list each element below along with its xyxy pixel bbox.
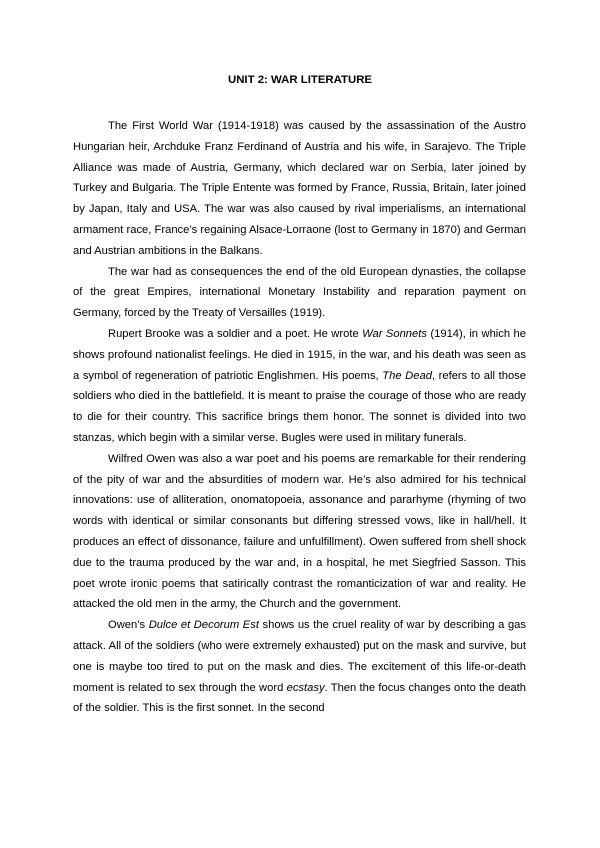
italic-title: Dulce et Decorum Est (148, 619, 259, 632)
paragraph-text: Rupert Brooke was a soldier and a poet. He wrote (108, 327, 363, 340)
body-paragraph (73, 449, 526, 615)
body-paragraph (73, 324, 526, 449)
body-paragraph (73, 116, 526, 262)
paragraph-text: The First World War (1914-1918) was caused by the assassination of the Austro Hungarian heir, Archduke Franz Ferdinand of Austria and his wife, in Sarajevo. The Triple Alliance was made of Austria, Germany, which declared war on Serbia, later joined by Turkey and Bulgaria. The Triple Entente was formed by France, Russia, Britain, later joined by Japan, Italy and USA. The war was also caused by rival imperialisms, an international armament race, France’s regaining Alsace-Lorraone (lost to Germany in 1870) and German and Austrian ambitions in the Balkans. (73, 120, 526, 257)
page-title: UNIT 2: WAR LITERATURE (227, 74, 373, 86)
paragraph-text: shows us the cruel reality of war by describing a gas attack. All of the soldiers (who were extremely exhausted) put on the mask and survive, but one is maybe too tired to put on the mask and dies. The excitement of this life-or-death moment is related to sex through the word (73, 619, 526, 694)
paragraph-text: Wilfred Owen was also a war poet and his poems are remarkable for their rendering of the pity of war and the absurdities of modern war. He’s also admired for his technical innovations: use of alliteration, onomatopoeia, assonance and pararhyme (rhyming of two words with identical or similar consonants but differing stressed vows, like in hall/hell. It produces an effect of dissonance, failure and unfulfillment). Owen suffered from shell shock due to the trauma produced by the war and, in a hospital, he met Siegfried Sasson. This poet wrote ironic poems that satirically contrast the romanticization of war and reality. He attacked the old men in the army, the Church and the government. (73, 452, 526, 611)
body-paragraph (73, 615, 526, 719)
italic-title: The Dead (382, 369, 432, 382)
italic-title: ecstasy (286, 681, 325, 694)
italic-title: War Sonnets (362, 327, 427, 340)
paragraph-text: . Then the focus changes onto the death of the soldier. This is the first sonnet. In the second (73, 681, 526, 715)
paragraph-text: Owen’s (108, 619, 149, 632)
paragraph-text: , refers to all those soldiers who died in the battlefield. It is meant to praise the courage of those who are ready to die for their country. This sacrifice brings them honor. The sonnet is divided into two stanzas, which begin with a similar verse. Bugles were used in military funerals. (73, 369, 526, 444)
paragraph-text: The war had as consequences the end of the old European dynasties, the collapse of the great Empires, international Monetary Instability and reparation payment on Germany, forced by the Treaty of Versailles (1919). (73, 265, 526, 320)
document-body (73, 116, 526, 719)
body-paragraph (73, 262, 526, 324)
paragraph-text: (1914), in which he shows profound nationalist feelings. He died in 1915, in the war, and his death was seen as a symbol of regeneration of patriotic Englishmen. His poems, (73, 327, 526, 382)
